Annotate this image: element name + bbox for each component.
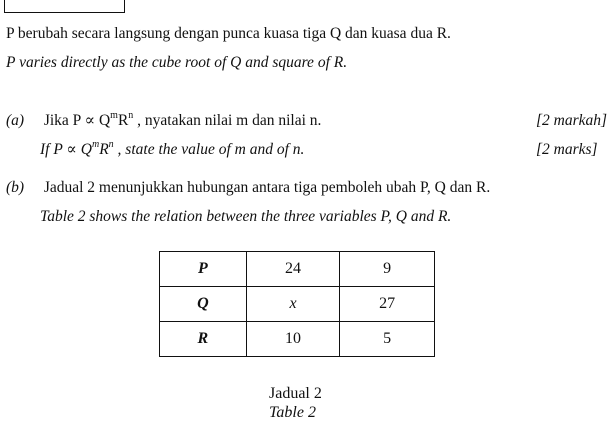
table-cell: 24: [246, 252, 340, 287]
table-row: [160, 287, 435, 322]
part-a-english-r: R: [99, 141, 109, 158]
part-a-malay-r: R: [117, 112, 129, 129]
part-a-malay-exp-m: m: [110, 110, 118, 121]
row-label-q: Q: [160, 287, 247, 322]
part-a-malay-line: [6, 112, 321, 130]
part-a-english-after: , state the value of m and of n.: [113, 141, 305, 158]
part-a-malay-after: , nyatakan nilai m dan nilai n.: [133, 112, 322, 129]
part-a-english-line: [40, 141, 304, 159]
part-a-english-exp-n: n: [108, 139, 114, 150]
intro-english: P varies directly as the cube root of Q and square of R.: [6, 54, 348, 71]
table-row: [160, 252, 435, 287]
caption-english: Table 2: [269, 404, 316, 421]
marks-english: [2 marks]: [536, 141, 598, 158]
table-cell: 5: [340, 322, 435, 357]
answer-box-edge: [4, 0, 125, 13]
part-a-malay-before: Jika P ∝ Q: [43, 112, 111, 129]
part-b-english: Table 2 shows the relation between the three variables P, Q and R.: [40, 208, 452, 225]
marks-malay: [2 markah]: [536, 112, 608, 129]
part-a-english-exp-m: m: [91, 139, 100, 150]
row-label-p: P: [160, 252, 247, 287]
part-a-label: (a): [6, 112, 25, 129]
row-label-r: R: [160, 322, 247, 357]
part-a-english-before: If P ∝ Q: [40, 141, 92, 158]
table-cell: x: [246, 287, 340, 322]
part-b-label: (b): [6, 179, 25, 196]
caption-malay: Jadual 2: [269, 385, 322, 402]
variables-table: [159, 251, 435, 357]
table-row: [160, 322, 435, 357]
table-cell: 10: [246, 322, 340, 357]
table-cell: 27: [340, 287, 435, 322]
part-b-malay: Jadual 2 menunjukkan hubungan antara tiga pemboleh ubah P, Q dan R.: [43, 179, 491, 196]
intro-malay: P berubah secara langsung dengan punca kuasa tiga Q dan kuasa dua R.: [6, 25, 451, 42]
part-b-malay-line: [6, 179, 490, 197]
table-cell: 9: [340, 252, 435, 287]
part-a-malay-exp-n: n: [128, 110, 134, 121]
